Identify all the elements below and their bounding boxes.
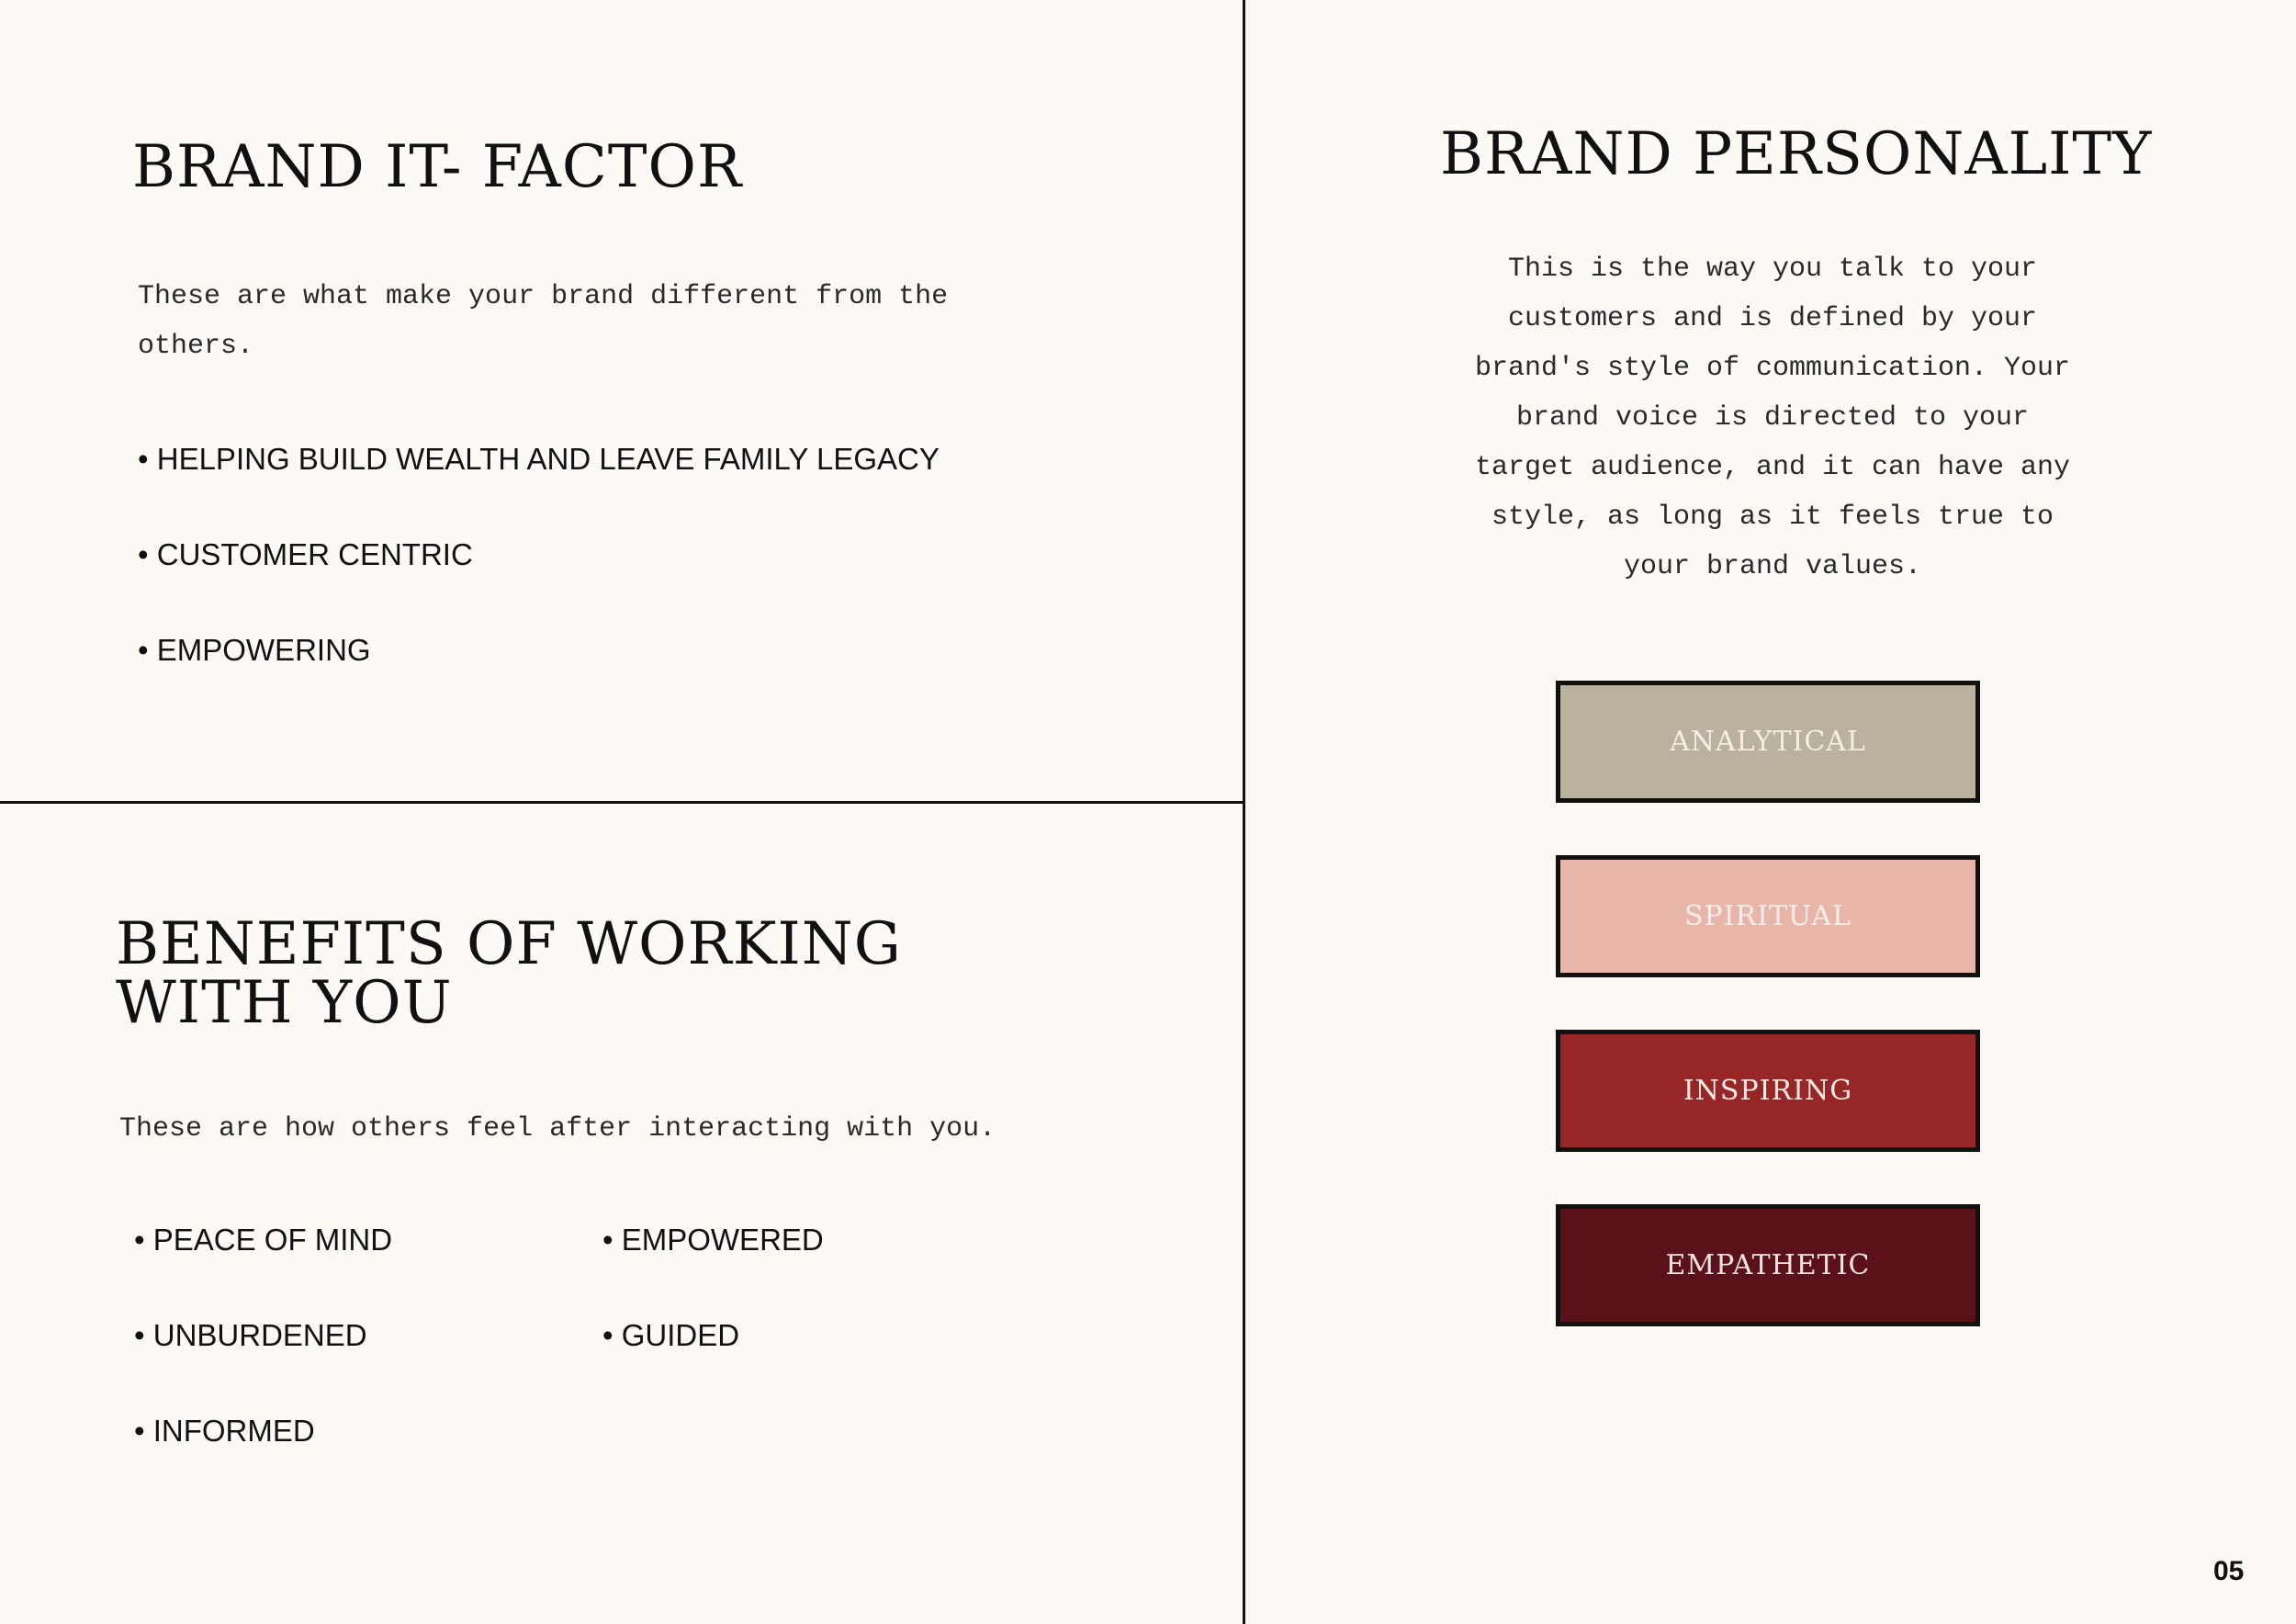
benefits-title-line2: WITH YOU (116, 969, 453, 1037)
personality-description-line: This is the way you talk to your (1507, 254, 2038, 285)
benefit-item: • INFORMED (134, 1413, 315, 1449)
horizontal-divider (0, 801, 1245, 804)
benefits-title-line1: BENEFITS OF WORKING (116, 910, 902, 978)
benefit-item: • UNBURDENED (134, 1317, 367, 1354)
personality-description-line: your brand values. (1623, 551, 1922, 582)
personality-description-line: brand's style of communication. Your (1474, 353, 2071, 384)
trait-swatch-analytical (1556, 681, 1980, 803)
personality-description (1428, 244, 2117, 592)
personality-title: BRAND PERSONALITY (1440, 120, 2153, 188)
trait-swatch-empathetic (1556, 1204, 1980, 1326)
personality-description-line: style, as long as it feels true to (1491, 502, 2054, 533)
trait-label: ANALYTICAL (1670, 726, 1866, 758)
page-number: 05 (2213, 1556, 2245, 1586)
it-factor-description-line2: others. (138, 331, 254, 362)
trait-swatch-spiritual (1556, 855, 1980, 977)
it-factor-description-line1: These are what make your brand different from the (138, 281, 949, 312)
trait-label: SPIRITUAL (1684, 900, 1851, 932)
personality-description-line: customers and is defined by your (1507, 303, 2038, 334)
it-factor-item: • HELPING BUILD WEALTH AND LEAVE FAMILY LEGACY (138, 441, 940, 478)
trait-label: EMPATHETIC (1665, 1249, 1871, 1281)
benefit-item: • PEACE OF MIND (134, 1222, 392, 1258)
vertical-divider (1243, 0, 1245, 1624)
benefits-description: These are how others feel after interacting with you. (119, 1113, 996, 1145)
trait-label: INSPIRING (1683, 1075, 1853, 1107)
personality-description-line: brand voice is directed to your (1515, 402, 2030, 434)
it-factor-item: • CUSTOMER CENTRIC (138, 536, 473, 573)
trait-swatch-inspiring (1556, 1030, 1980, 1152)
it-factor-title: BRAND IT- FACTOR (132, 133, 743, 201)
benefit-item: • EMPOWERED (602, 1222, 824, 1258)
benefit-item: • GUIDED (602, 1317, 739, 1354)
it-factor-item: • EMPOWERING (138, 632, 371, 669)
personality-description-line: target audience, and it can have any (1474, 452, 2071, 483)
